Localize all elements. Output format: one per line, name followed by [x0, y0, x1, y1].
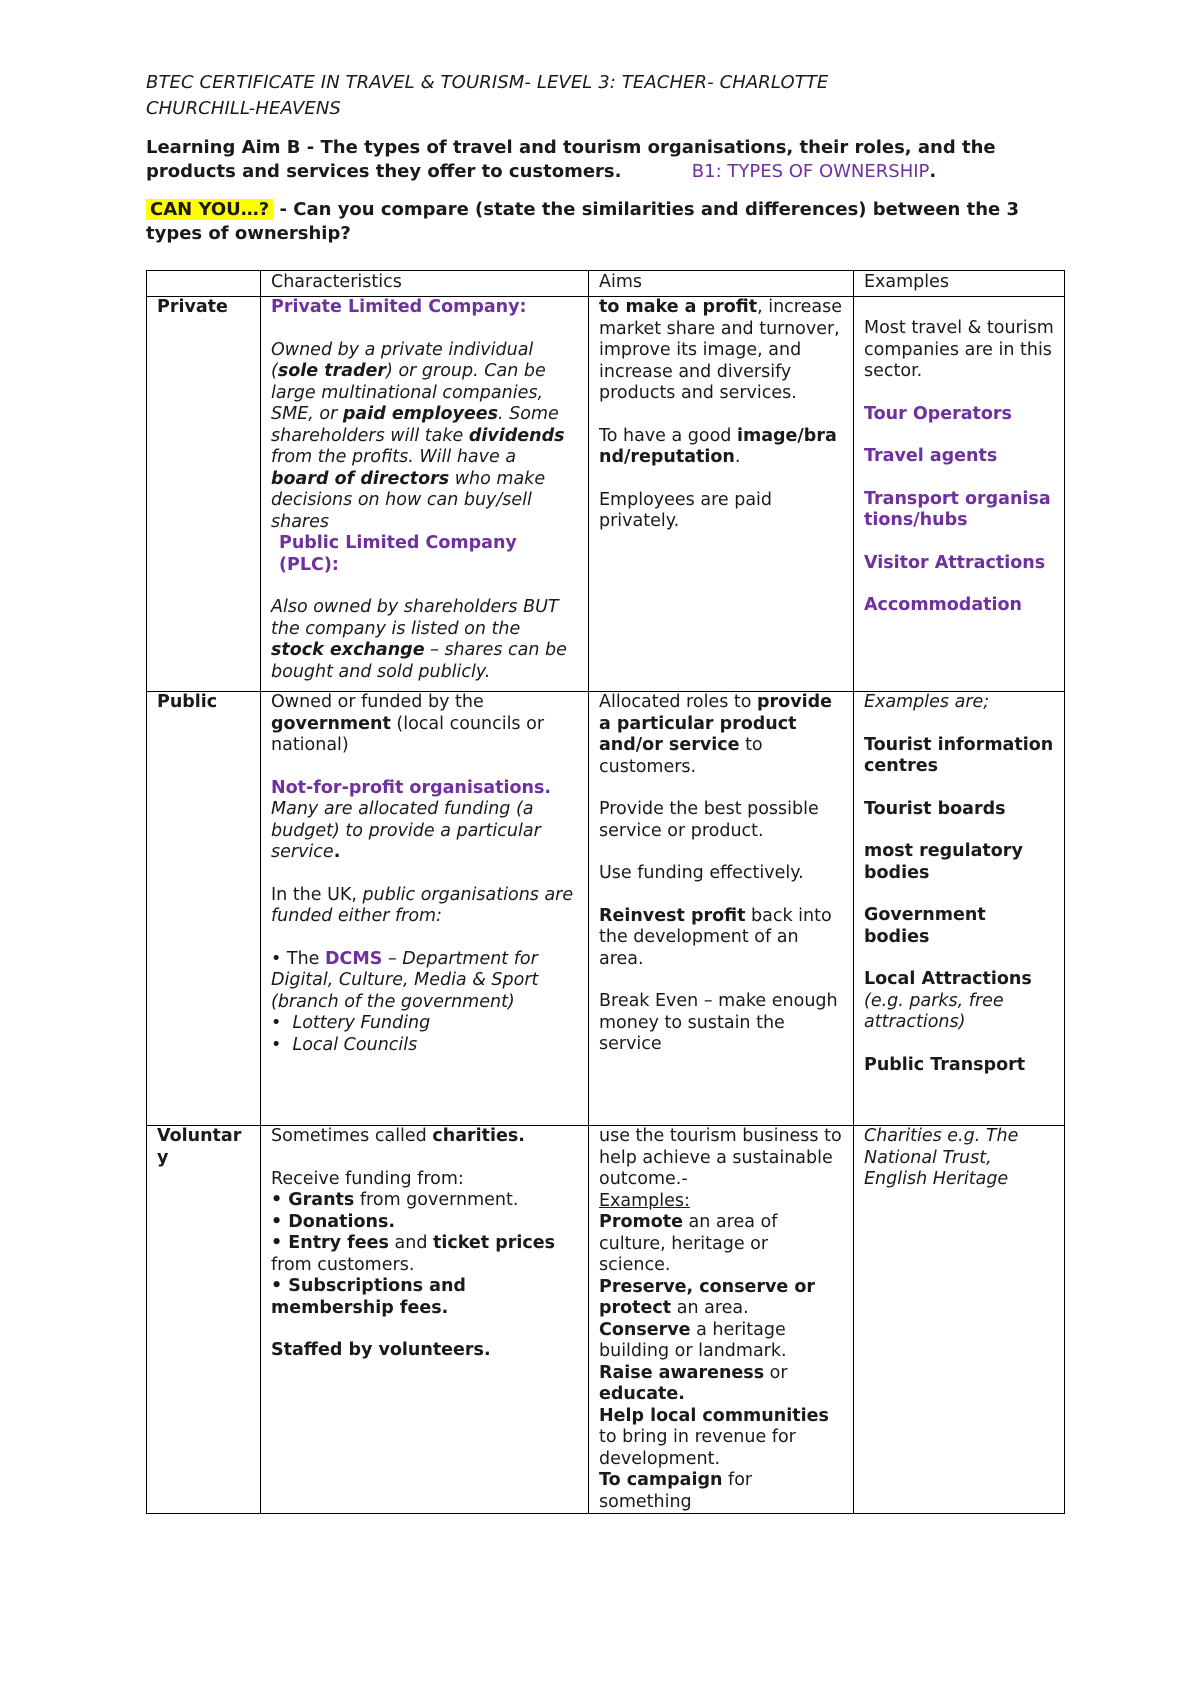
public-examples — [854, 692, 1065, 1126]
voluntary-funding-entry: • Entry fees and ticket prices from customers. — [271, 1233, 556, 1275]
private-aim-image: To have a good image/brand/reputation. — [599, 425, 837, 467]
voluntary-examples-text: Charities e.g. The National Trust, English Heritage — [864, 1126, 1019, 1189]
document-title — [146, 70, 1064, 122]
private-ltd-heading: Private Limited Company: — [271, 297, 527, 317]
row-label-public: Public — [147, 692, 261, 1126]
voluntary-aims — [589, 1126, 854, 1514]
private-example-transport: Transport organisations/hubs — [864, 488, 1051, 530]
column-header-examples: Examples — [854, 271, 1065, 297]
column-header-blank — [147, 271, 261, 297]
public-aim-funding: Use funding effectively. — [599, 863, 804, 883]
voluntary-examples — [854, 1126, 1065, 1514]
public-nfp-text: Many are allocated funding (a budget) to provide a particular service. — [271, 799, 541, 862]
private-aims — [589, 297, 854, 692]
table-row-voluntary — [147, 1126, 1065, 1514]
public-example-tourist-boards: Tourist boards — [864, 798, 1006, 819]
private-example-visitor-attractions: Visitor Attractions — [864, 552, 1046, 573]
private-characteristics — [261, 297, 589, 692]
public-example-tic: Tourist information centres — [864, 734, 1054, 776]
voluntary-funding-donations: • Donations. — [271, 1211, 396, 1232]
column-header-aims: Aims — [589, 271, 854, 297]
voluntary-aim-conserve: Conserve a heritage building or landmark. — [599, 1319, 787, 1361]
table-row-public — [147, 692, 1065, 1126]
private-plc-heading: Public Limited Company (PLC): — [279, 533, 517, 575]
public-uk-funding: In the UK, public organisations are funded either from: — [271, 884, 574, 926]
public-aim-best-service: Provide the best possible service or product. — [599, 799, 819, 841]
public-nfp-heading: Not-for-profit organisations. — [271, 777, 552, 798]
private-aim-profit: to make a profit, increase market share and turnover, improve its image, and increase and diversify products and services. — [599, 297, 842, 403]
title-line-1: BTEC CERTIFICATE IN TRAVEL & TOURISM- LEVEL 3: TEACHER- CHARLOTTE — [146, 72, 829, 93]
voluntary-staffed: Staffed by volunteers. — [271, 1340, 491, 1360]
unit-code: B1: TYPES OF OWNERSHIP — [691, 161, 930, 182]
private-example-travel-agents: Travel agents — [864, 446, 998, 466]
can-you-highlight: CAN YOU…? — [146, 199, 273, 220]
can-you-text: Can you compare (state the similarities and differences) between the 3 types of ownership? — [146, 199, 1020, 244]
private-plc-description: Also owned by shareholders BUT the company is listed on the stock exchange – shares can be bought and sold publicly. — [271, 597, 567, 682]
row-label-private: Private — [147, 297, 261, 692]
table-row-private — [147, 297, 1065, 692]
column-header-characteristics: Characteristics — [261, 271, 589, 297]
voluntary-aim-sustainable: use the tourism business to help achieve a sustainable outcome.- — [599, 1126, 842, 1189]
public-example-regulatory: most regulatory bodies — [864, 841, 1023, 883]
can-you-question — [146, 198, 1064, 246]
private-ltd-description: Owned by a private individual (sole trader) or group. Can be large multinational companies, SME, or paid employees. Some shareholders will take dividends from the profits. Will have a board of directors who make decisions on how can buy/sell shares — [271, 339, 565, 532]
voluntary-charities: Sometimes called charities. — [271, 1126, 525, 1146]
public-aim-provide: Allocated roles to provide a particular product and/or service to customers. — [599, 692, 832, 777]
ownership-table — [146, 270, 1065, 1514]
public-funding-lottery: • Lottery Funding — [271, 1013, 431, 1033]
private-examples-intro: Most travel & tourism companies are in this sector. — [864, 318, 1054, 381]
learning-aim-text: Learning Aim B - The types of travel and tourism organisations, their roles, and the products and services they offer to customers. — [146, 137, 996, 182]
private-example-tour-operators: Tour Operators — [864, 403, 1012, 424]
public-aims — [589, 692, 854, 1126]
table-header-row — [147, 271, 1065, 297]
voluntary-aim-examples-label: Examples: — [599, 1190, 690, 1211]
can-you-dash: - — [273, 199, 294, 220]
public-funding-councils: • Local Councils — [271, 1034, 418, 1055]
public-ownership: Owned or funded by the government (local councils or national) — [271, 692, 545, 755]
voluntary-funding-subscriptions: • Subscriptions and membership fees. — [271, 1276, 466, 1318]
public-aim-reinvest: Reinvest profit back into the development of an area. — [599, 905, 832, 969]
title-line-2: CHURCHILL-HEAVENS — [146, 98, 341, 119]
document-page — [146, 70, 1064, 1512]
voluntary-aim-promote: Promote an area of culture, heritage or science. — [599, 1212, 778, 1275]
learning-aim — [146, 136, 1064, 184]
voluntary-funding-grants: • Grants from government. — [271, 1190, 519, 1210]
public-characteristics — [261, 692, 589, 1126]
public-example-transport: Public Transport — [864, 1054, 1026, 1075]
row-label-voluntary: Voluntary — [147, 1126, 261, 1514]
public-funding-dcms: • The DCMS – Department for Digital, Culture, Media & Sport (branch of the government) — [271, 948, 539, 1012]
public-aim-break-even: Break Even – make enough money to sustain the service — [599, 991, 838, 1054]
unit-code-period: . — [929, 161, 937, 182]
public-example-local-note: (e.g. parks, free attractions) — [864, 990, 1004, 1032]
private-aim-employees: Employees are paid privately. — [599, 489, 773, 531]
public-example-government: Government bodies — [864, 905, 986, 947]
voluntary-characteristics — [261, 1126, 589, 1514]
public-examples-intro: Examples are; — [864, 692, 990, 712]
voluntary-aim-communities: Help local communities to bring in revenue for development. — [599, 1405, 829, 1469]
voluntary-aim-campaign: To campaign for something — [599, 1470, 753, 1512]
public-example-local-attractions: Local Attractions — [864, 969, 1032, 989]
voluntary-funding-intro: Receive funding from: — [271, 1168, 464, 1189]
private-example-accommodation: Accommodation — [864, 595, 1022, 615]
voluntary-aim-preserve: Preserve, conserve or protect an area. — [599, 1276, 816, 1318]
voluntary-aim-awareness: Raise awareness or educate. — [599, 1362, 788, 1404]
private-examples — [854, 297, 1065, 692]
